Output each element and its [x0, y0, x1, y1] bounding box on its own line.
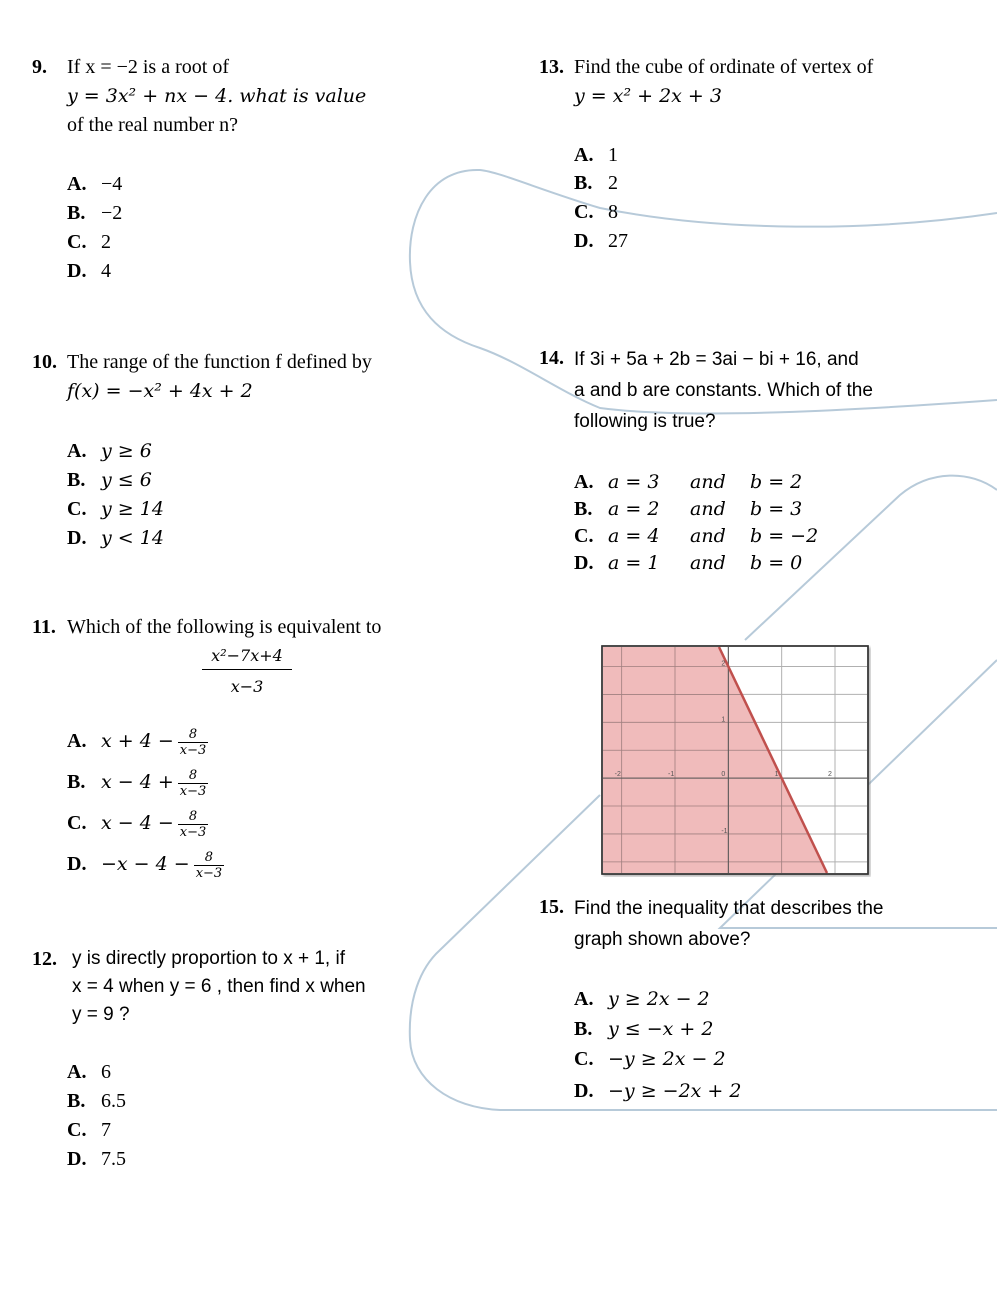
option-text: 4 — [101, 260, 111, 282]
option-d[interactable] — [574, 227, 628, 256]
option-letter: A. — [67, 730, 87, 753]
option-a-value: a = 4 — [608, 525, 660, 547]
fraction-denominator: x−3 — [230, 677, 264, 696]
option-letter: D. — [67, 260, 87, 282]
option-letter: D. — [574, 1080, 594, 1102]
option-c[interactable] — [67, 228, 111, 257]
option-letter: A. — [574, 988, 594, 1010]
option-letter: A. — [574, 471, 594, 493]
stem-line: graph shown above? — [574, 929, 751, 950]
option-c[interactable] — [574, 1045, 726, 1074]
option-text: y ≥ 2x − 2 — [608, 988, 710, 1010]
option-letter: C. — [574, 201, 594, 223]
stem-line: y = x² + 2x + 3 — [574, 85, 722, 107]
option-letter: C. — [67, 231, 87, 253]
option-c[interactable] — [67, 1116, 111, 1145]
option-a-value: a = 2 — [608, 498, 660, 520]
option-text: −2 — [101, 202, 123, 224]
option-text: y ≤ −x + 2 — [608, 1018, 714, 1040]
option-a[interactable] — [67, 727, 208, 758]
fraction-numerator: 8 — [178, 809, 209, 825]
fraction-numerator: 8 — [194, 850, 225, 866]
stem-line: y = 9 ? — [72, 1004, 130, 1025]
option-c[interactable] — [574, 522, 818, 551]
stem-line: If x = −2 is a root of — [67, 56, 229, 78]
option-text: −y ≥ 2x − 2 — [608, 1048, 726, 1070]
option-letter: A. — [574, 144, 594, 166]
option-fraction — [178, 727, 209, 758]
option-b[interactable] — [574, 495, 802, 524]
question-number: 11. — [32, 616, 56, 638]
y-tick-label: -1 — [721, 827, 728, 835]
option-a[interactable] — [574, 141, 618, 170]
option-text: −x − 4 − — [101, 853, 190, 876]
option-d[interactable] — [67, 524, 164, 553]
option-letter: D. — [574, 230, 594, 252]
fraction-denominator: x−3 — [179, 825, 207, 840]
option-and: and — [690, 525, 726, 547]
fraction-numerator: x²−7x+4 — [202, 645, 292, 670]
option-letter: B. — [574, 172, 593, 194]
option-b-value: b = 2 — [750, 471, 803, 493]
option-text: 6 — [101, 1061, 111, 1083]
option-d[interactable] — [67, 850, 224, 881]
option-a[interactable] — [67, 1058, 111, 1087]
question-stem — [574, 53, 974, 111]
option-d[interactable] — [574, 1077, 741, 1106]
option-text: 7.5 — [101, 1148, 126, 1170]
option-and: and — [690, 498, 726, 520]
question-number: 12. — [32, 948, 57, 970]
option-text: y ≥ 6 — [101, 440, 152, 462]
question-stem — [72, 945, 442, 1029]
option-letter: B. — [67, 202, 86, 224]
question-stem — [67, 53, 447, 140]
option-a-value: a = 1 — [608, 552, 660, 574]
question-number: 14. — [539, 347, 564, 369]
y-tick-label: 1 — [721, 716, 726, 724]
x-tick-label: -1 — [668, 771, 675, 779]
option-letter: C. — [67, 1119, 87, 1141]
option-b-value: b = −2 — [750, 525, 819, 547]
stem-line: Find the inequality that describes the — [574, 898, 884, 919]
question-stem: Which of the following is equivalent to — [67, 616, 382, 638]
option-text: 7 — [101, 1119, 111, 1141]
option-b-value: b = 0 — [750, 552, 803, 574]
question-stem — [574, 893, 974, 955]
stem-line: following is true? — [574, 411, 716, 432]
question-number: 9. — [32, 56, 47, 78]
option-d[interactable] — [67, 257, 111, 286]
option-b[interactable] — [67, 1087, 126, 1116]
question-number: 10. — [32, 351, 57, 373]
x-tick-label: 2 — [828, 771, 832, 779]
option-letter: B. — [574, 498, 593, 520]
option-text: 1 — [608, 144, 618, 166]
stem-line: The range of the function f defined by — [67, 351, 372, 373]
option-letter: C. — [574, 525, 594, 547]
option-letter: B. — [67, 469, 86, 491]
option-text: y ≤ 6 — [101, 469, 152, 491]
option-d[interactable] — [574, 549, 802, 578]
option-letter: D. — [67, 853, 87, 876]
option-a[interactable] — [67, 170, 122, 199]
stem-line: f(x) = −x² + 4x + 2 — [67, 380, 253, 402]
option-text: −y ≥ −2x + 2 — [608, 1080, 742, 1102]
stem-line: x = 4 when y = 6 , then find x when — [72, 976, 366, 997]
option-letter: C. — [67, 498, 87, 520]
option-letter: D. — [67, 527, 87, 549]
question-stem — [67, 348, 457, 406]
option-letter: B. — [67, 1090, 86, 1112]
option-and: and — [690, 552, 726, 574]
fraction-numerator: 8 — [178, 727, 209, 743]
option-text: y ≥ 14 — [101, 498, 164, 520]
option-letter: D. — [67, 1148, 87, 1170]
option-c[interactable] — [67, 495, 164, 524]
option-text: 27 — [608, 230, 628, 252]
option-b[interactable] — [67, 199, 122, 228]
option-letter: C. — [67, 812, 87, 835]
option-letter: A. — [67, 440, 87, 462]
option-text: −4 — [101, 173, 123, 195]
stem-line: of the real number n? — [67, 114, 239, 136]
option-letter: D. — [574, 552, 594, 574]
question-number: 15. — [539, 896, 564, 918]
option-b[interactable] — [67, 466, 152, 495]
option-a-value: a = 3 — [608, 471, 660, 493]
option-letter: A. — [67, 1061, 87, 1083]
option-and: and — [690, 471, 726, 493]
expression-fraction — [202, 645, 292, 698]
fraction-numerator: 8 — [178, 768, 209, 784]
option-b[interactable] — [574, 1015, 713, 1044]
stem-line: If 3i + 5a + 2b = 3ai − bi + 16, and — [574, 349, 859, 370]
y-tick-label: 2 — [721, 660, 726, 668]
fraction-denominator: x−3 — [179, 784, 207, 799]
option-text: 2 — [101, 231, 111, 253]
inequality-graph — [601, 645, 871, 877]
x-tick-label: 1 — [774, 771, 779, 779]
option-a[interactable] — [574, 468, 802, 497]
option-c[interactable] — [67, 809, 208, 840]
option-text: 6.5 — [101, 1090, 126, 1112]
option-d[interactable] — [67, 1145, 126, 1174]
option-letter: C. — [574, 1048, 594, 1070]
option-fraction — [194, 850, 225, 881]
option-text: x + 4 − — [101, 730, 174, 753]
option-letter: B. — [574, 1018, 593, 1040]
option-c[interactable] — [574, 198, 618, 227]
option-text: x − 4 − — [101, 812, 174, 835]
stem-line: a and b are constants. Which of the — [574, 380, 873, 401]
fraction-denominator: x−3 — [179, 743, 207, 758]
option-b[interactable] — [67, 768, 208, 799]
option-fraction — [178, 768, 209, 799]
question-stem — [574, 344, 974, 437]
x-tick-label: -2 — [614, 771, 621, 779]
question-number: 13. — [539, 56, 564, 78]
option-text: y < 14 — [101, 527, 164, 549]
x-tick-label: 0 — [721, 771, 726, 779]
stem-line: y = 3x² + nx − 4. what is value — [67, 85, 367, 107]
option-text: x − 4 + — [101, 771, 174, 794]
option-text: 8 — [608, 201, 618, 223]
option-fraction — [178, 809, 209, 840]
option-letter: A. — [67, 173, 87, 195]
option-a[interactable] — [67, 437, 152, 466]
fraction-denominator: x−3 — [195, 866, 223, 881]
stem-line: y is directly proportion to x + 1, if — [72, 948, 345, 969]
option-letter: B. — [67, 771, 86, 794]
option-b-value: b = 3 — [750, 498, 803, 520]
stem-line: Find the cube of ordinate of vertex of — [574, 56, 874, 78]
option-b[interactable] — [574, 169, 618, 198]
option-text: 2 — [608, 172, 618, 194]
option-a[interactable] — [574, 985, 710, 1014]
